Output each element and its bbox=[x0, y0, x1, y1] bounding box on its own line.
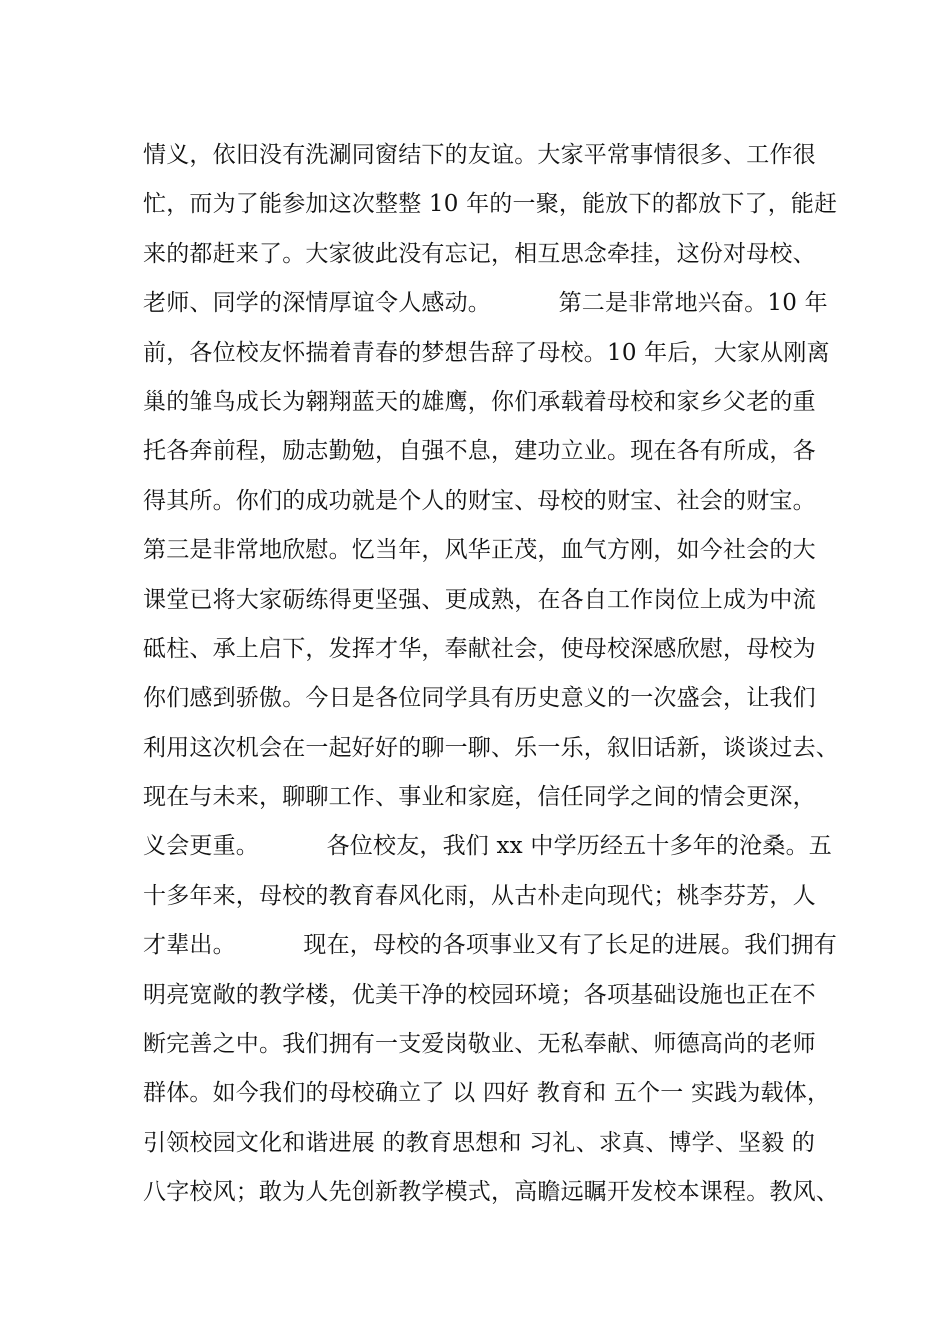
text-line: 义会更重。 各位校友，我们 xx 中学历经五十多年的沧桑。五 bbox=[143, 833, 832, 860]
text-line: 第三是非常地欣慰。忆当年，风华正茂，血气方刚，如今社会的大 bbox=[143, 537, 816, 564]
text-line: 利用这次机会在一起好好的聊一聊、乐一乐，叙旧话新，谈谈过去、 bbox=[143, 734, 839, 761]
text-line: 才辈出。 现在，母校的各项事业又有了长足的进展。我们拥有 bbox=[143, 932, 837, 959]
text-line: 砥柱、承上启下，发挥才华，奉献社会，使母校深感欣慰，母校为 bbox=[143, 635, 816, 662]
text-line: 断完善之中。我们拥有一支爱岗敬业、无私奉献、师德高尚的老师 bbox=[143, 1031, 816, 1058]
text-line: 忙，而为了能参加这次整整 10 年的一聚，能放下的都放下了，能赶 bbox=[143, 191, 838, 218]
text-line: 十多年来，母校的教育春风化雨，从古朴走向现代；桃李芬芳，人 bbox=[143, 882, 816, 909]
text-line: 得其所。你们的成功就是个人的财宝、母校的财宝、社会的财宝。 bbox=[143, 487, 816, 514]
text-line: 来的都赶来了。大家彼此没有忘记，相互思念牵挂，这份对母校、 bbox=[143, 240, 816, 267]
text-line: 前，各位校友怀揣着青春的梦想告辞了母校。10 年后，大家从刚离 bbox=[143, 339, 830, 366]
text-line: 明亮宽敞的教学楼，优美干净的校园环境；各项基础设施也正在不 bbox=[143, 981, 816, 1008]
body-text bbox=[143, 131, 843, 1218]
text-line: 八字校风；敢为人先创新教学模式，高瞻远瞩开发校本课程。教风、 bbox=[143, 1179, 839, 1206]
text-line: 群体。如今我们的母校确立了 以 四好 教育和 五个一 实践为载体， bbox=[143, 1080, 831, 1107]
text-line: 托各奔前程，励志勤勉，自强不息，建功立业。现在各有所成，各 bbox=[143, 438, 816, 465]
text-line: 课堂已将大家砺练得更坚强、更成熟，在各自工作岗位上成为中流 bbox=[143, 586, 816, 613]
text-line: 现在与未来，聊聊工作、事业和家庭，信任同学之间的情会更深， bbox=[143, 784, 816, 811]
text-line: 巢的雏鸟成长为翱翔蓝天的雄鹰，你们承载着母校和家乡父老的重 bbox=[143, 388, 816, 415]
text-line: 引领校园文化和谐进展 的教育思想和 习礼、求真、博学、坚毅 的 bbox=[143, 1129, 816, 1156]
text-line: 情义，依旧没有洗涮同窗结下的友谊。大家平常事情很多、工作很 bbox=[143, 142, 816, 168]
text-line: 你们感到骄傲。今日是各位同学具有历史意义的一次盛会，让我们 bbox=[143, 685, 816, 712]
text-line: 老师、同学的深情厚谊令人感动。 第二是非常地兴奋。10 年 bbox=[143, 290, 828, 317]
